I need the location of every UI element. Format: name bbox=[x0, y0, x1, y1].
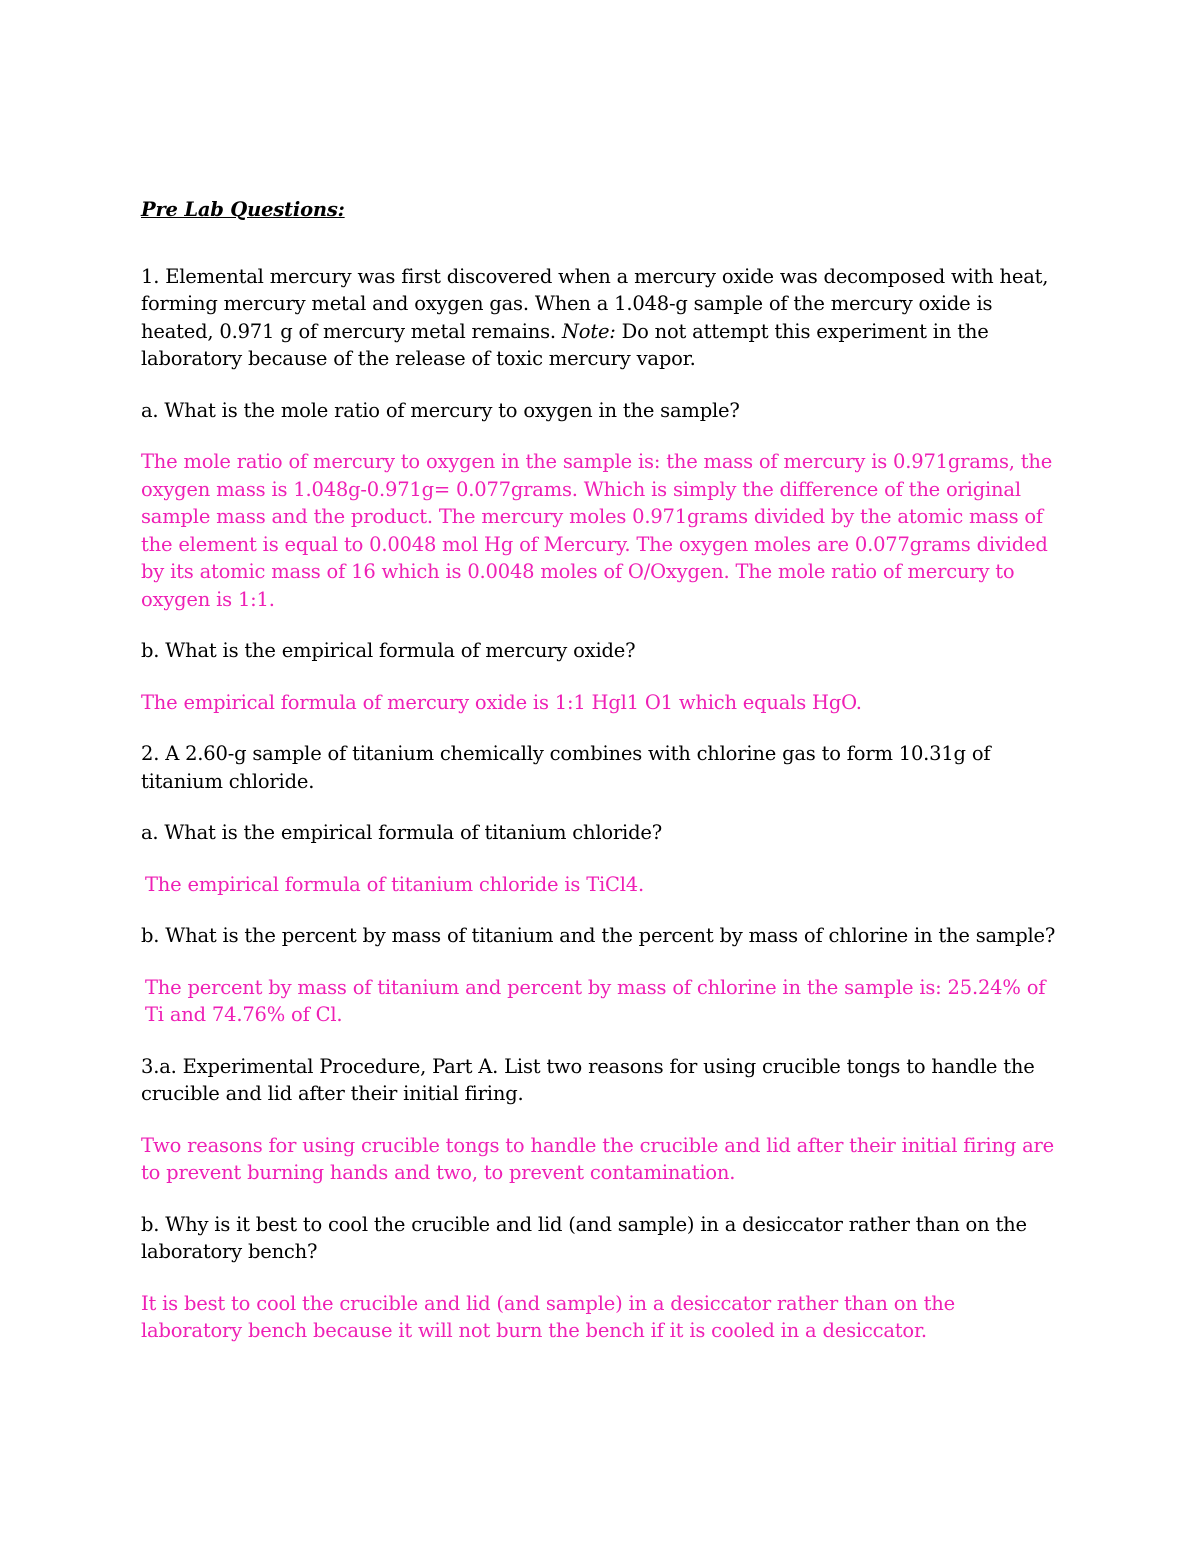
question-1-prompt bbox=[141, 263, 1061, 373]
question-3a: 3.a. Experimental Procedure, Part A. List two reasons for using crucible tongs to handle the crucible and lid after their initial firing. bbox=[141, 1054, 1035, 1105]
question-1b: b. What is the empirical formula of mercury oxide? bbox=[141, 639, 636, 662]
question-3b: b. Why is it best to cool the crucible and lid (and sample) in a desiccator rather than on the laboratory bench? bbox=[141, 1212, 1027, 1263]
question-1-text-part2: Do not attempt this experiment in the laboratory because of the release of toxic mercury vapor. bbox=[141, 319, 989, 370]
answer-2a: The empirical formula of titanium chloride is TiCl4. bbox=[145, 872, 644, 896]
question-1-text-part1: 1. Elemental mercury was first discovered when a mercury oxide was decomposed with heat, forming mercury metal and oxygen gas. When a 1.048-g sample of the mercury oxide is heated, 0.971 g of mercury metal remains. bbox=[141, 264, 1049, 343]
question-2b: b. What is the percent by mass of titanium and the percent by mass of chlorine in the sample? bbox=[141, 924, 1056, 947]
question-1a: a. What is the mole ratio of mercury to oxygen in the sample? bbox=[141, 398, 740, 422]
note-label: Note: bbox=[561, 319, 616, 343]
answer-2b: The percent by mass of titanium and percent by mass of chlorine in the sample is: 25.24% of Ti and 74.76% of Cl. bbox=[145, 975, 1046, 1026]
answer-3a: Two reasons for using crucible tongs to handle the crucible and lid after their initial firing are to prevent burning hands and two, to prevent contamination. bbox=[141, 1133, 1054, 1184]
document-page bbox=[141, 196, 1061, 1369]
page-title: Pre Lab Questions: bbox=[141, 198, 345, 221]
question-2a: a. What is the empirical formula of titanium chloride? bbox=[141, 821, 662, 844]
answer-3b: It is best to cool the crucible and lid (and sample) in a desiccator rather than on the laboratory bench because it will not burn the bench if it is cooled in a desiccator. bbox=[141, 1291, 955, 1342]
answer-1a: The mole ratio of mercury to oxygen in the sample is: the mass of mercury is 0.971grams, the oxygen mass is 1.048g-0.971g= 0.077grams. Which is simply the difference of the original sample mass and the product. The mercury moles 0.971grams divided by the atomic mass of the element is equal to 0.0048 mol Hg of Mercury. The oxygen moles are 0.077grams divided by its atomic mass of 16 which is 0.0048 moles of O/Oxygen. The mole ratio of mercury to oxygen is 1:1. bbox=[141, 450, 1053, 611]
question-2-prompt: 2. A 2.60-g sample of titanium chemically combines with chlorine gas to form 10.31g of titanium chloride. bbox=[141, 742, 991, 793]
answer-1b: The empirical formula of mercury oxide is 1:1 Hgl1 O1 which equals HgO. bbox=[141, 690, 862, 714]
